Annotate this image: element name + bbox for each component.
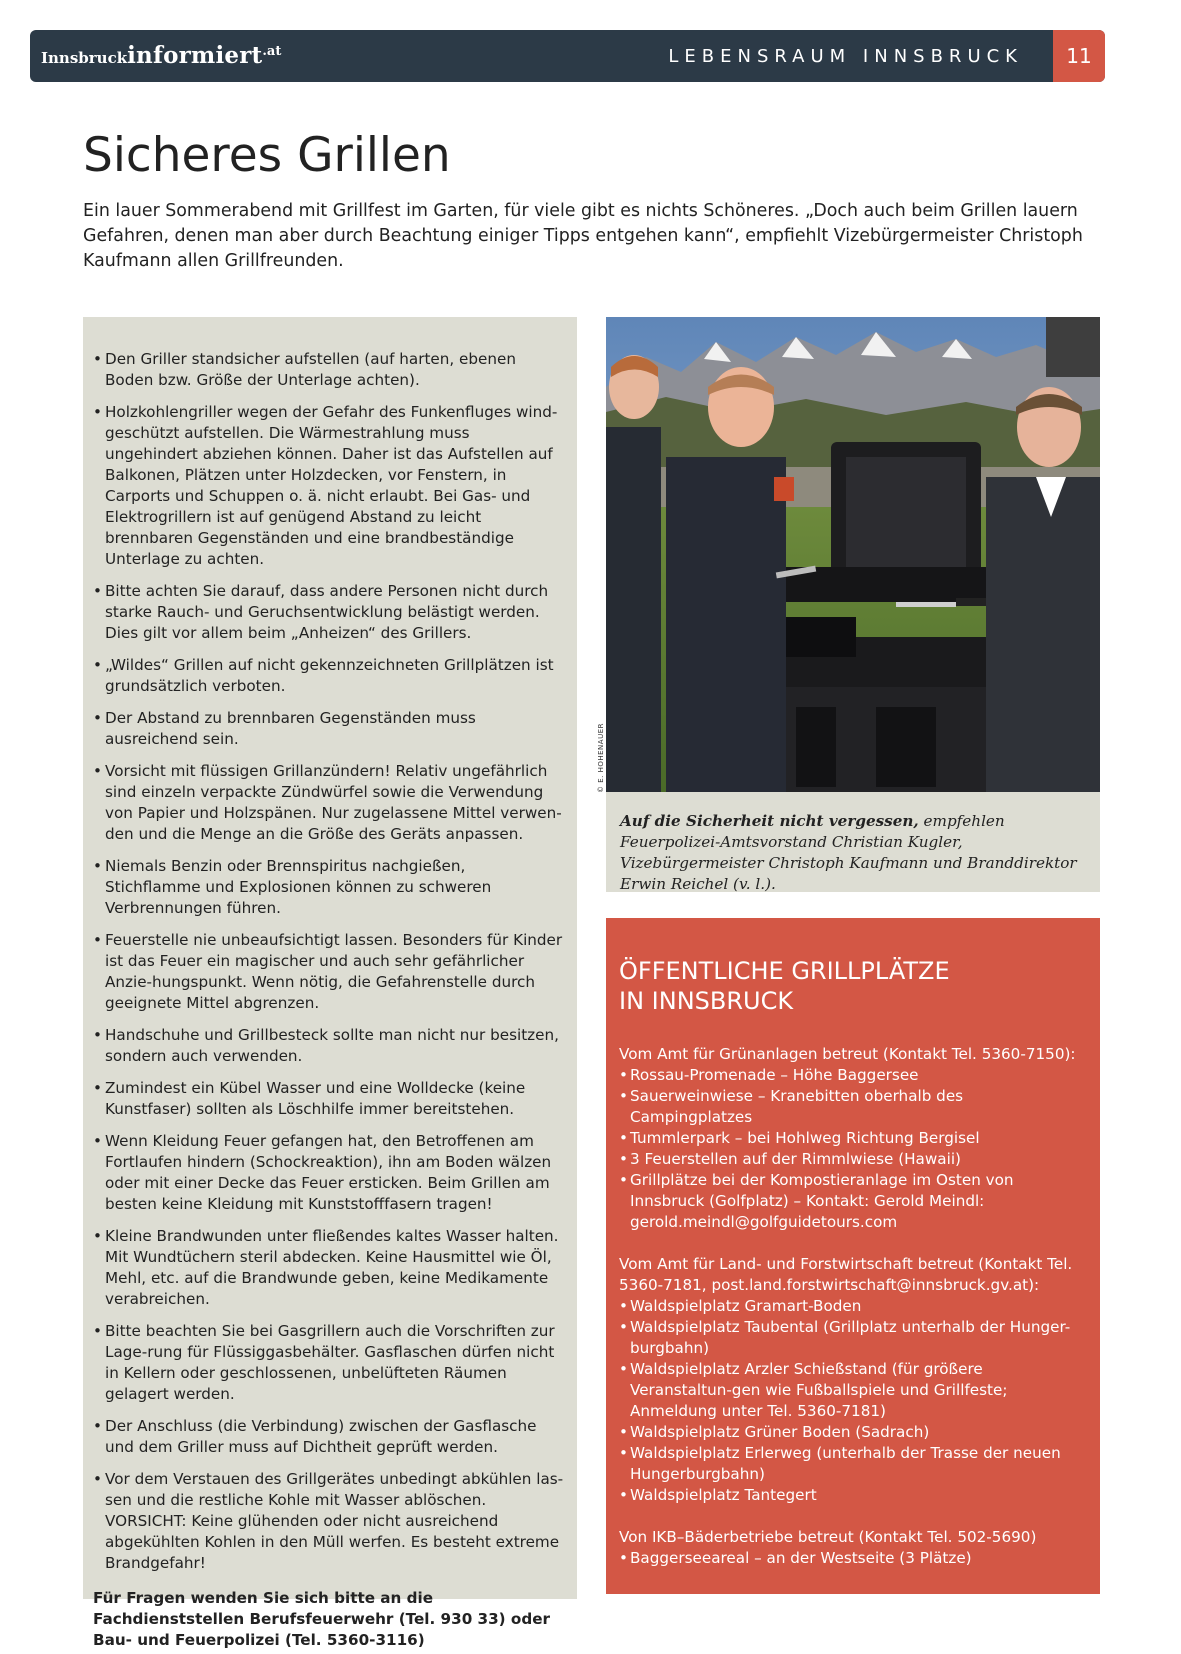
list-item: • Holzkohlengriller wegen der Gefahr des Funkenfluges wind-geschützt aufstellen. Die Wärmestrahlung muss ungehindert abziehen können. Daher ist das Aufstellen auf Balkonen, Plätzen unter Holzdecken, vor Fenstern, in Carports und Schuppen o. ä. nicht erlaubt. Bei Gas- und Elektrogrillern ist auf genügend Abstand zu leicht brennbaren Gegenständen und eine brandbeständige Unterlage zu achten. <box>93 402 565 570</box>
list-item: • Rossau-Promenade – Höhe Baggersee <box>619 1065 1088 1086</box>
list-item: • Waldspielplatz Gramart-Boden <box>619 1296 1088 1317</box>
grillplaetze-box <box>606 918 1100 1594</box>
photo-grill-team <box>606 317 1100 792</box>
heading-line-1: ÖFFENTLICHE GRILLPLÄTZE <box>619 957 950 985</box>
logo <box>41 42 281 69</box>
group-list <box>619 1065 1088 1233</box>
list-item: • Der Anschluss (die Verbindung) zwischen der Gasflasche und dem Griller muss auf Dichtheit geprüft werden. <box>93 1416 565 1458</box>
tips-list <box>93 349 565 1574</box>
group-forstwirtschaft <box>619 1254 1088 1506</box>
logo-main: informiert <box>127 42 263 69</box>
grillplaetze-heading <box>619 956 1088 1016</box>
list-item: • Waldspielplatz Erlerweg (unterhalb der Trasse der neuen Hungerburgbahn) <box>619 1443 1088 1485</box>
list-item: • Der Abstand zu brennbaren Gegenständen muss ausreichend sein. <box>93 708 565 750</box>
list-item: • Grillplätze bei der Kompostieranlage im Osten von Innsbruck (Golfplatz) – Kontakt: Gerold Meindl: gerold.meindl@golfguidetours.com <box>619 1170 1088 1233</box>
list-item: • Waldspielplatz Arzler Schießstand (für größere Veranstaltun-gen wie Fußballspiele und Grillfeste; Anmeldung unter Tel. 5360-7181) <box>619 1359 1088 1422</box>
page-title: Sicheres Grillen <box>83 128 451 183</box>
section-title: LEBENSRAUM INNSBRUCK <box>668 46 1023 67</box>
caption-bold: Auf die Sicherheit nicht vergessen, <box>620 812 919 830</box>
page-number: 11 <box>1053 30 1105 82</box>
group-intro: Vom Amt für Land- und Forstwirtschaft betreut (Kontakt Tel. 5360-7181, post.land.forstwirtschaft@innsbruck.gv.at): <box>619 1255 1073 1294</box>
logo-suffix: .at <box>262 44 282 59</box>
group-intro: Von IKB–Bäderbetriebe betreut (Kontakt Tel. 502-5690) <box>619 1528 1037 1546</box>
list-item: • Vorsicht mit flüssigen Grillanzündern! Relativ ungefährlich sind einzeln verpackte Zündwürfel sowie die Verwendung von Papier und Holzspänen. Nur zugelassene Mittel verwen-den und die Menge an die Größe des Geräts anpassen. <box>93 761 565 845</box>
group-list <box>619 1548 1088 1569</box>
logo-prefix: Innsbruck <box>41 49 128 67</box>
article-intro: Ein lauer Sommerabend mit Grillfest im Garten, für viele gibt es nichts Schöneres. „Doch auch beim Grillen lauern Gefahren, denen man aber durch Beachtung einiger Tipps entgehen kann“, empfiehlt Vizebürgermeister Christoph Kaufmann allen Grillfreunden. <box>83 201 1083 271</box>
photo-caption <box>606 792 1100 892</box>
list-item: • Tummlerpark – bei Hohlweg Richtung Bergisel <box>619 1128 1088 1149</box>
group-intro: Vom Amt für Grünanlagen betreut (Kontakt Tel. 5360-7150): <box>619 1045 1076 1063</box>
photo-credit: © E. HOHENAUER <box>597 723 605 793</box>
list-item: • 3 Feuerstellen auf der Rimmlwiese (Hawaii) <box>619 1149 1088 1170</box>
list-item: • Baggerseeareal – an der Westseite (3 Plätze) <box>619 1548 1088 1569</box>
list-item: • Sauerweinwiese – Kranebitten oberhalb des Campingplatzes <box>619 1086 1088 1128</box>
group-gruenanlagen <box>619 1044 1088 1233</box>
list-item: • Handschuhe und Grillbesteck sollte man nicht nur besitzen, sondern auch verwenden. <box>93 1025 565 1067</box>
list-item: • Kleine Brandwunden unter fließendes kaltes Wasser halten. Mit Wundtüchern steril abdecken. Keine Hausmittel wie Öl, Mehl, etc. auf die Brandwunde geben, keine Medikamente verabreichen. <box>93 1226 565 1310</box>
list-item: • Niemals Benzin oder Brennspiritus nachgießen, Stichflamme und Explosionen können zu schweren Verbrennungen führen. <box>93 856 565 919</box>
list-item: • „Wildes“ Grillen auf nicht gekennzeichneten Grillplätzen ist grundsätzlich verboten. <box>93 655 565 697</box>
list-item: • Waldspielplatz Taubental (Grillplatz unterhalb der Hunger-burgbahn) <box>619 1317 1088 1359</box>
caption-text: empfehlen Feuerpolizei-Amtsvorstand Christian Kugler, Vizebürgermeister Christoph Kaufmann und Branddirektor Erwin Reichel (v. l.). <box>620 812 1077 893</box>
list-item: • Feuerstelle nie unbeaufsichtigt lassen. Besonders für Kinder ist das Feuer ein magischer und auch sehr gefährlicher Anzie-hungspunkt. Wenn nötig, die Gefahrenstelle durch geeignete Mittel abgrenzen. <box>93 930 565 1014</box>
list-item: • Zumindest ein Kübel Wasser und eine Wolldecke (keine Kunstfaser) sollten als Löschhilfe immer bereitstehen. <box>93 1078 565 1120</box>
heading-line-2: IN INNSBRUCK <box>619 987 794 1015</box>
group-list <box>619 1296 1088 1506</box>
list-item: • Bitte achten Sie darauf, dass andere Personen nicht durch starke Rauch- und Geruchsentwicklung belästigt werden. Dies gilt vor allem beim „Anheizen“ des Grillers. <box>93 581 565 644</box>
list-item: • Waldspielplatz Tantegert <box>619 1485 1088 1506</box>
header-bar <box>30 30 1105 82</box>
tips-box <box>83 317 577 1649</box>
list-item: • Waldspielplatz Grüner Boden (Sadrach) <box>619 1422 1088 1443</box>
list-item: • Bitte beachten Sie bei Gasgrillern auch die Vorschriften zur Lage-rung für Flüssiggasbehälter. Gasflaschen dürfen nicht in Kellern oder geschlossenen, unbelüfteten Räumen gelagert werden. <box>93 1321 565 1405</box>
list-item: • Den Griller standsicher aufstellen (auf harten, ebenen Boden bzw. Größe der Unterlage achten). <box>93 349 565 391</box>
group-ikb <box>619 1527 1088 1569</box>
list-item: • Vor dem Verstauen des Grillgerätes unbedingt abkühlen las-sen und die restliche Kohle mit Wasser ablöschen. VORSICHT: Keine glühenden oder nicht ausreichend abgekühlten Kohlen in den Müll werfen. Es besteht extreme Brandgefahr! <box>93 1469 565 1574</box>
list-item: • Wenn Kleidung Feuer gefangen hat, den Betroffenen am Fortlaufen hindern (Schockreaktion), ihn am Boden wälzen oder mit einer Decke das Feuer ersticken. Beim Grillen am besten keine Kleidung mit Kunststofffasern tragen! <box>93 1131 565 1215</box>
contact-note: Für Fragen wenden Sie sich bitte an die Fachdienststellen Berufsfeuerwehr (Tel. 930 33) oder Bau- und Feuerpolizei (Tel. 5360-3116) <box>93 1589 551 1649</box>
